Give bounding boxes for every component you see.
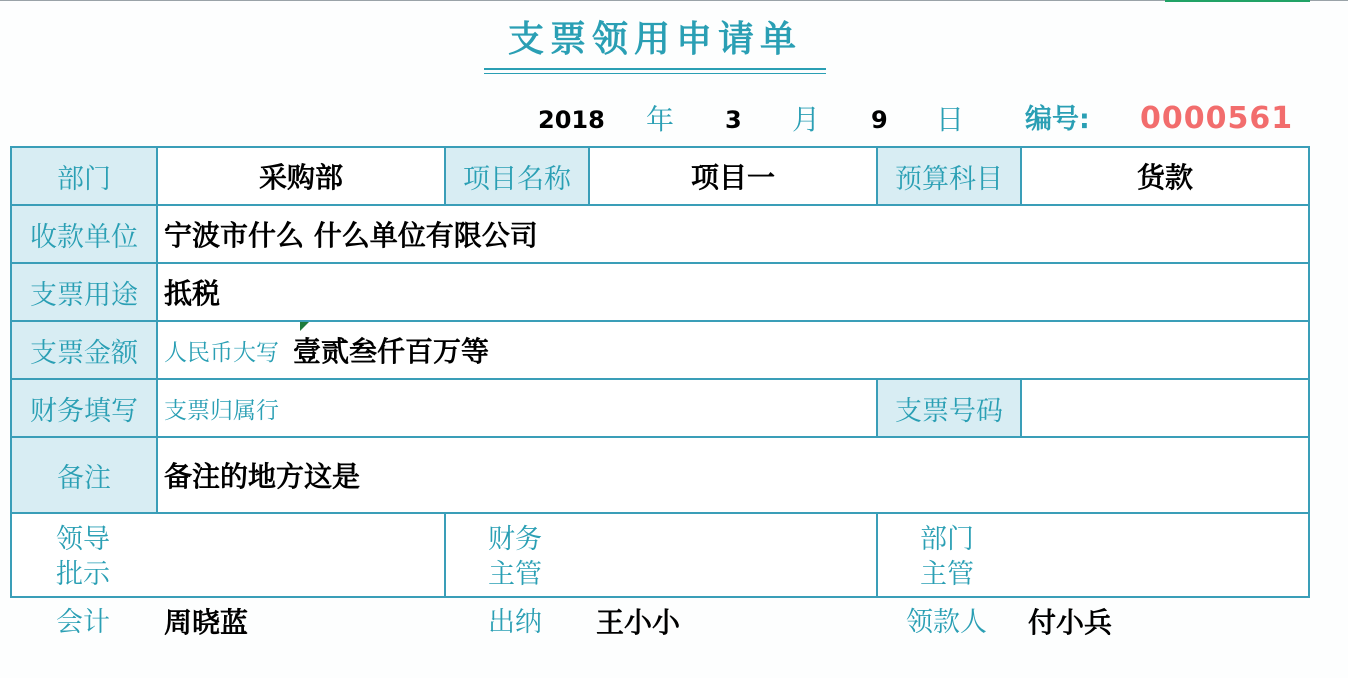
amount-label: 支票金额	[12, 322, 158, 380]
date-month-unit: 月	[792, 103, 821, 136]
title-underline-thin	[484, 73, 826, 74]
date-day[interactable]: 9	[871, 106, 888, 134]
cashier-value[interactable]: 王小小	[596, 606, 681, 639]
payee-value[interactable]: 宁波市什么 什么单位有限公司	[158, 206, 1310, 264]
amount-cell[interactable]	[158, 322, 1310, 380]
amount-value[interactable]: 壹贰叁仟百万等	[293, 335, 490, 368]
accountant-label: 会计	[56, 607, 110, 638]
remark-value[interactable]: 备注的地方这是	[158, 438, 1310, 514]
project-name-label: 项目名称	[446, 148, 590, 206]
dept-supervisor-label-2: 主管	[920, 559, 974, 590]
title-underline	[484, 68, 826, 70]
payee-label: 收款单位	[12, 206, 158, 264]
check-number-label: 支票号码	[878, 380, 1022, 438]
budget-item-label: 预算科目	[878, 148, 1022, 206]
receiver-value[interactable]: 付小兵	[1028, 606, 1113, 639]
accountant-value[interactable]: 周晓蓝	[164, 606, 249, 639]
budget-item-value[interactable]: 货款	[1022, 148, 1310, 206]
department-value[interactable]: 采购部	[158, 148, 446, 206]
check-number-value[interactable]	[1022, 380, 1310, 438]
date-year-unit: 年	[646, 103, 675, 136]
leader-approval-label-1: 领导	[56, 524, 110, 555]
serial-label: 编号:	[1025, 104, 1090, 135]
top-border	[0, 0, 1348, 1]
purpose-label: 支票用途	[12, 264, 158, 322]
bank-cell[interactable]	[158, 380, 878, 438]
active-cell-indicator	[1165, 0, 1310, 2]
finance-supervisor-label-1: 财务	[488, 524, 542, 555]
comment-indicator-icon	[300, 322, 309, 331]
date-year[interactable]: 2018	[538, 106, 605, 134]
finance-label: 财务填写	[12, 380, 158, 438]
finance-supervisor-label-2: 主管	[488, 559, 542, 590]
receiver-label: 领款人	[906, 607, 987, 638]
department-label: 部门	[12, 148, 158, 206]
dept-supervisor-label-1: 部门	[920, 524, 974, 555]
amount-hint: 人民币大写	[164, 339, 279, 366]
serial-number[interactable]: 0000561	[1140, 101, 1294, 136]
date-month[interactable]: 3	[725, 106, 742, 134]
date-day-unit: 日	[936, 103, 965, 136]
cashier-label: 出纳	[488, 607, 542, 638]
remark-label: 备注	[12, 438, 158, 514]
leader-approval-label-2: 批示	[56, 559, 110, 590]
project-name-value[interactable]: 项目一	[590, 148, 878, 206]
purpose-value[interactable]: 抵税	[158, 264, 1310, 322]
form-title: 支票领用申请单	[507, 19, 802, 60]
bank-hint: 支票归属行	[164, 397, 279, 424]
